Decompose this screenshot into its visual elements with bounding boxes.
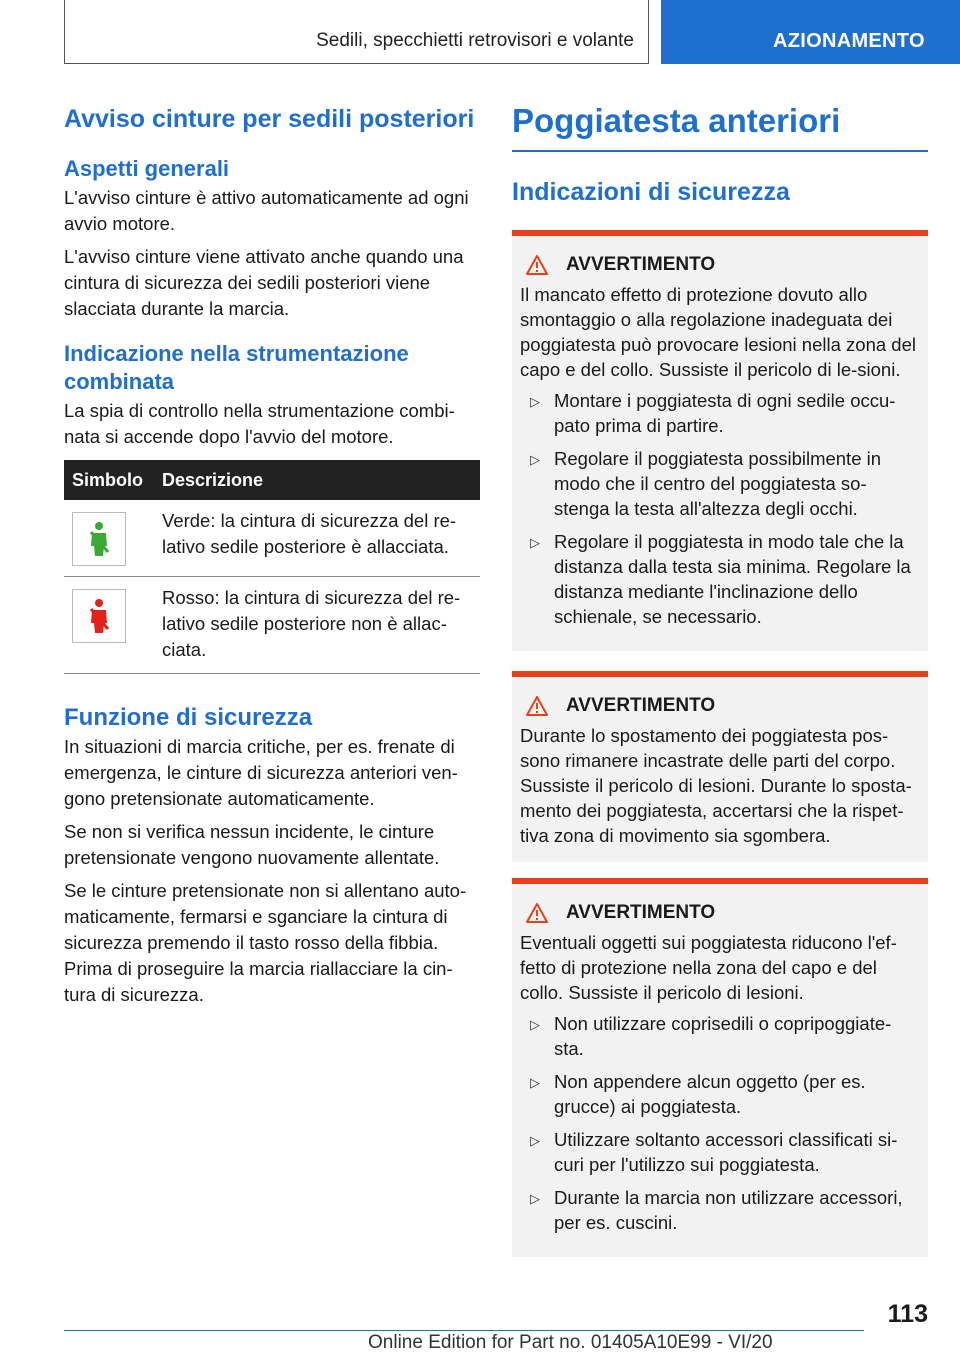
- seatbelt-green-icon: [72, 512, 126, 566]
- indicator-table: [64, 460, 480, 674]
- warning-box: [512, 230, 928, 651]
- safety-paragraph-3: Se le cinture pretensionate non si allentano auto-maticamente, fermarsi e sganciare la cintura di sicurezza premendo il tasto rosso della fibbia. Prima di proseguire la marcia riallacciare la cin-tura di sicurezza.: [64, 880, 467, 1005]
- seatbelt-red-icon: [72, 589, 126, 643]
- bullet-triangle-icon: ▷: [530, 535, 540, 550]
- safety-function-heading: Funzione di sicurezza: [64, 704, 313, 731]
- section-tab: [64, 0, 649, 64]
- headrest-title: Poggiatesta anteriori: [512, 100, 928, 152]
- warning-box: [512, 878, 928, 1257]
- general-paragraph-1: L'avviso cinture è attivo automaticamente ad ogni avvio motore.: [64, 187, 469, 234]
- warning-box: [512, 671, 928, 862]
- list-item: ▷ Durante la marcia non utilizzare accessori, per es. cuscini.: [520, 1185, 920, 1235]
- warning-triangle-icon: [526, 255, 548, 275]
- warning-text: Il mancato effetto di protezione dovuto allo smontaggio o alla regolazione inadeguata dei poggiatesta può provocare lesioni nella zona del capo e del collo. Sussiste il pericolo di le-sioni.: [520, 284, 916, 380]
- warning-text: Eventuali oggetti sui poggiatesta riducono l'ef-fetto di protezione nella zona del capo e del collo. Sussiste il pericolo di lesioni.: [520, 932, 897, 1003]
- bullet-triangle-icon: ▷: [530, 1133, 540, 1148]
- table-header: [64, 460, 480, 500]
- warning-triangle-icon: [526, 696, 548, 716]
- footer-divider: [64, 1330, 864, 1331]
- bullet-triangle-icon: ▷: [530, 452, 540, 467]
- section-title: Sedili, specchietti retrovisori e volante: [316, 30, 634, 51]
- safety-paragraph-1: In situazioni di marcia critiche, per es. frenate di emergenza, le cinture di sicurezza anteriori ven-gono pretensionate automaticamente.: [64, 736, 458, 809]
- table-header-symbol: Simbolo: [72, 469, 143, 490]
- page-header: [0, 0, 960, 66]
- left-column: [64, 100, 480, 1008]
- table-row: [64, 500, 480, 577]
- warning-label: AVVERTIMENTO: [566, 902, 716, 923]
- general-heading: Aspetti generali: [64, 156, 230, 181]
- chapter-tab: [661, 0, 960, 64]
- list-item: ▷ Non utilizzare coprisedili o copripoggiate-sta.: [520, 1011, 920, 1061]
- warning-label: AVVERTIMENTO: [566, 254, 716, 275]
- bullet-triangle-icon: ▷: [530, 1017, 540, 1032]
- right-column: [512, 100, 928, 1257]
- edition-text: Online Edition for Part no. 01405A10E99 - VI/20: [368, 1332, 773, 1353]
- warning-triangle-icon: [526, 903, 548, 923]
- table-header-description: Descrizione: [162, 469, 264, 490]
- display-paragraph: La spia di controllo nella strumentazione combi-nata si accende dopo l'avvio del motore.: [64, 400, 455, 447]
- bullet-triangle-icon: ▷: [530, 1075, 540, 1090]
- table-row: [64, 577, 480, 674]
- list-item: ▷ Utilizzare soltanto accessori classificati si-curi per l'utilizzo sui poggiatesta.: [520, 1127, 920, 1177]
- display-heading: Indicazione nella strumentazione combinata: [64, 341, 409, 394]
- list-item: ▷ Non appendere alcun oggetto (per es. grucce) ai poggiatesta.: [520, 1069, 920, 1119]
- seatbelt-reminder-title: Avviso cinture per sedili posteriori: [64, 105, 475, 133]
- safety-paragraph-2: Se non si verifica nessun incidente, le cinture pretensionate vengono nuovamente allentate.: [64, 821, 440, 868]
- list-item: ▷ Regolare il poggiatesta in modo tale che la distanza dalla testa sia minima. Regolare la distanza mediante l'inclinazione dello schienale, se necessario.: [520, 529, 920, 629]
- list-item: ▷ Montare i poggiatesta di ogni sedile occu-pato prima di partire.: [520, 388, 920, 438]
- safety-notes-heading: Indicazioni di sicurezza: [512, 178, 790, 206]
- bullet-triangle-icon: ▷: [530, 394, 540, 409]
- table-row-desc: Rosso: la cintura di sicurezza del re-lativo sedile posteriore non è allac-ciata.: [162, 587, 461, 660]
- warning-label: AVVERTIMENTO: [566, 695, 716, 716]
- list-item: ▷ Regolare il poggiatesta possibilmente in modo che il centro del poggiatesta so-stenga la testa all'altezza degli occhi.: [520, 446, 920, 521]
- page-number: 113: [887, 1300, 928, 1328]
- bullet-triangle-icon: ▷: [530, 1191, 540, 1206]
- table-row-desc: Verde: la cintura di sicurezza del re-lativo sedile posteriore è allacciata.: [162, 510, 457, 557]
- chapter-title: AZIONAMENTO: [773, 30, 925, 52]
- general-paragraph-2: L'avviso cinture viene attivato anche quando una cintura di sicurezza dei sedili posteriori viene slacciata durante la marcia.: [64, 246, 464, 319]
- warning-text: Durante lo spostamento dei poggiatesta pos-sono rimanere incastrate delle parti del corpo. Sussiste il pericolo di lesioni. Durante lo sposta-mento dei poggiatesta, accertarsi che la rispet-tiva zona di movimento sia sgombera.: [520, 725, 912, 846]
